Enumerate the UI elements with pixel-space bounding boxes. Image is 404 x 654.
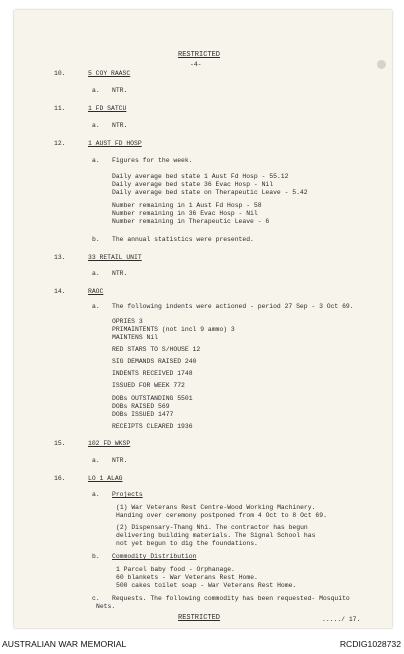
text-line: ...../ 17.: [322, 616, 361, 623]
page-number: -4-: [190, 61, 202, 68]
archive-reference: RCDIG1028732: [339, 639, 401, 649]
text-line: Requests. The following commodity has been requested- Mosquito: [112, 595, 350, 602]
text-line: RED STARS TO S/HOUSE 12: [112, 346, 201, 353]
text-line: not yet begun to dig the foundations.: [116, 540, 258, 547]
archive-footer: [0, 634, 404, 654]
text-line: (2) Dispensary-Thang Nhi. The contractor has begun: [116, 524, 308, 531]
text-line: 102 FD WKSP: [88, 440, 131, 447]
text-line: RAOC: [88, 288, 104, 295]
text-line: Commodity Distribution: [112, 553, 197, 560]
text-line: NTR.: [112, 87, 128, 94]
text-line: 500 cakes toilet soap - War Veterans Rest Home.: [116, 582, 297, 589]
text-line: (1) War Veterans Rest Centre-Wood Working Machinery.: [116, 504, 316, 511]
text-line: c.: [92, 595, 100, 602]
text-line: a.: [92, 270, 100, 277]
text-line: a.: [92, 122, 100, 129]
text-line: Figures for the week.: [112, 157, 193, 164]
text-line: 16.: [54, 475, 66, 482]
text-line: DOBs OUTSTANDING 5501: [112, 395, 193, 402]
text-line: NTR.: [112, 122, 128, 129]
text-line: NTR.: [112, 457, 128, 464]
text-line: b.: [92, 553, 100, 560]
text-line: 1 Parcel baby food - Orphanage.: [116, 566, 235, 573]
text-line: delivering building materials. The Signal School has: [116, 532, 316, 539]
text-line: PRIMAINTENTS (not incl 9 ammo) 3: [112, 326, 235, 333]
punch-hole: [377, 60, 386, 69]
text-line: 15.: [54, 440, 66, 447]
text-line: 14.: [54, 288, 66, 295]
text-line: b.: [92, 236, 100, 243]
text-line: The annual statistics were presented.: [112, 236, 254, 243]
text-line: NTR.: [112, 270, 128, 277]
text-line: 60 blankets - War Veterans Rest Home.: [116, 574, 258, 581]
text-line: Daily average bed state 36 Evac Hosp - Nil: [112, 181, 274, 188]
text-line: Number remaining in Therapeutic Leave - 6: [112, 218, 270, 225]
text-line: Number remaining in 36 Evac Hosp - Nil: [112, 210, 258, 217]
text-line: 1 AUST FD HOSP: [88, 140, 142, 147]
text-line: 11.: [54, 105, 66, 112]
text-line: Projects: [112, 491, 143, 498]
text-line: DOBs ISSUED 1477: [112, 411, 174, 418]
text-line: a.: [92, 157, 100, 164]
text-line: Daily average bed state 1 Aust Fd Hosp - 55.12: [112, 173, 289, 180]
classification-bottom: RESTRICTED: [178, 614, 221, 622]
text-line: a.: [92, 491, 100, 498]
text-line: 12.: [54, 140, 66, 147]
text-line: 1 FD SATCU: [88, 105, 127, 112]
text-line: 5 COY RAASC: [88, 70, 131, 77]
text-line: Handing over ceremony postponed from 4 Oct to 8 Oct 69.: [116, 512, 327, 519]
text-line: 13.: [54, 254, 66, 261]
document-page: [14, 10, 392, 628]
text-line: INDENTS RECEIVED 1748: [112, 370, 193, 377]
text-line: SIG DEMANDS RAISED 240: [112, 358, 197, 365]
text-line: 33 RETAIL UNIT: [88, 254, 142, 261]
text-line: Nets.: [96, 603, 116, 610]
text-line: 10.: [54, 70, 66, 77]
archive-name: AUSTRALIAN WAR MEMORIAL: [2, 639, 127, 649]
text-line: ISSUED FOR WEEK 772: [112, 382, 185, 389]
text-line: OPRIES 3: [112, 318, 143, 325]
text-line: MAINTENS Nil: [112, 334, 159, 341]
text-line: a.: [92, 87, 100, 94]
text-line: Number remaining in 1 Aust Fd Hosp - 58: [112, 202, 262, 209]
text-line: RECEIPTS CLEARED 1936: [112, 423, 193, 430]
text-line: a.: [92, 457, 100, 464]
text-line: LO 1 ALAG: [88, 475, 123, 482]
text-line: DOBs RAISED 569: [112, 403, 170, 410]
text-line: a.: [92, 303, 100, 310]
classification-top: RESTRICTED: [178, 51, 221, 59]
text-line: The following indents were actioned - period 27 Sep - 3 Oct 69.: [112, 303, 354, 310]
text-line: Daily average bed state on Therapeutic Leave - 5.42: [112, 189, 308, 196]
